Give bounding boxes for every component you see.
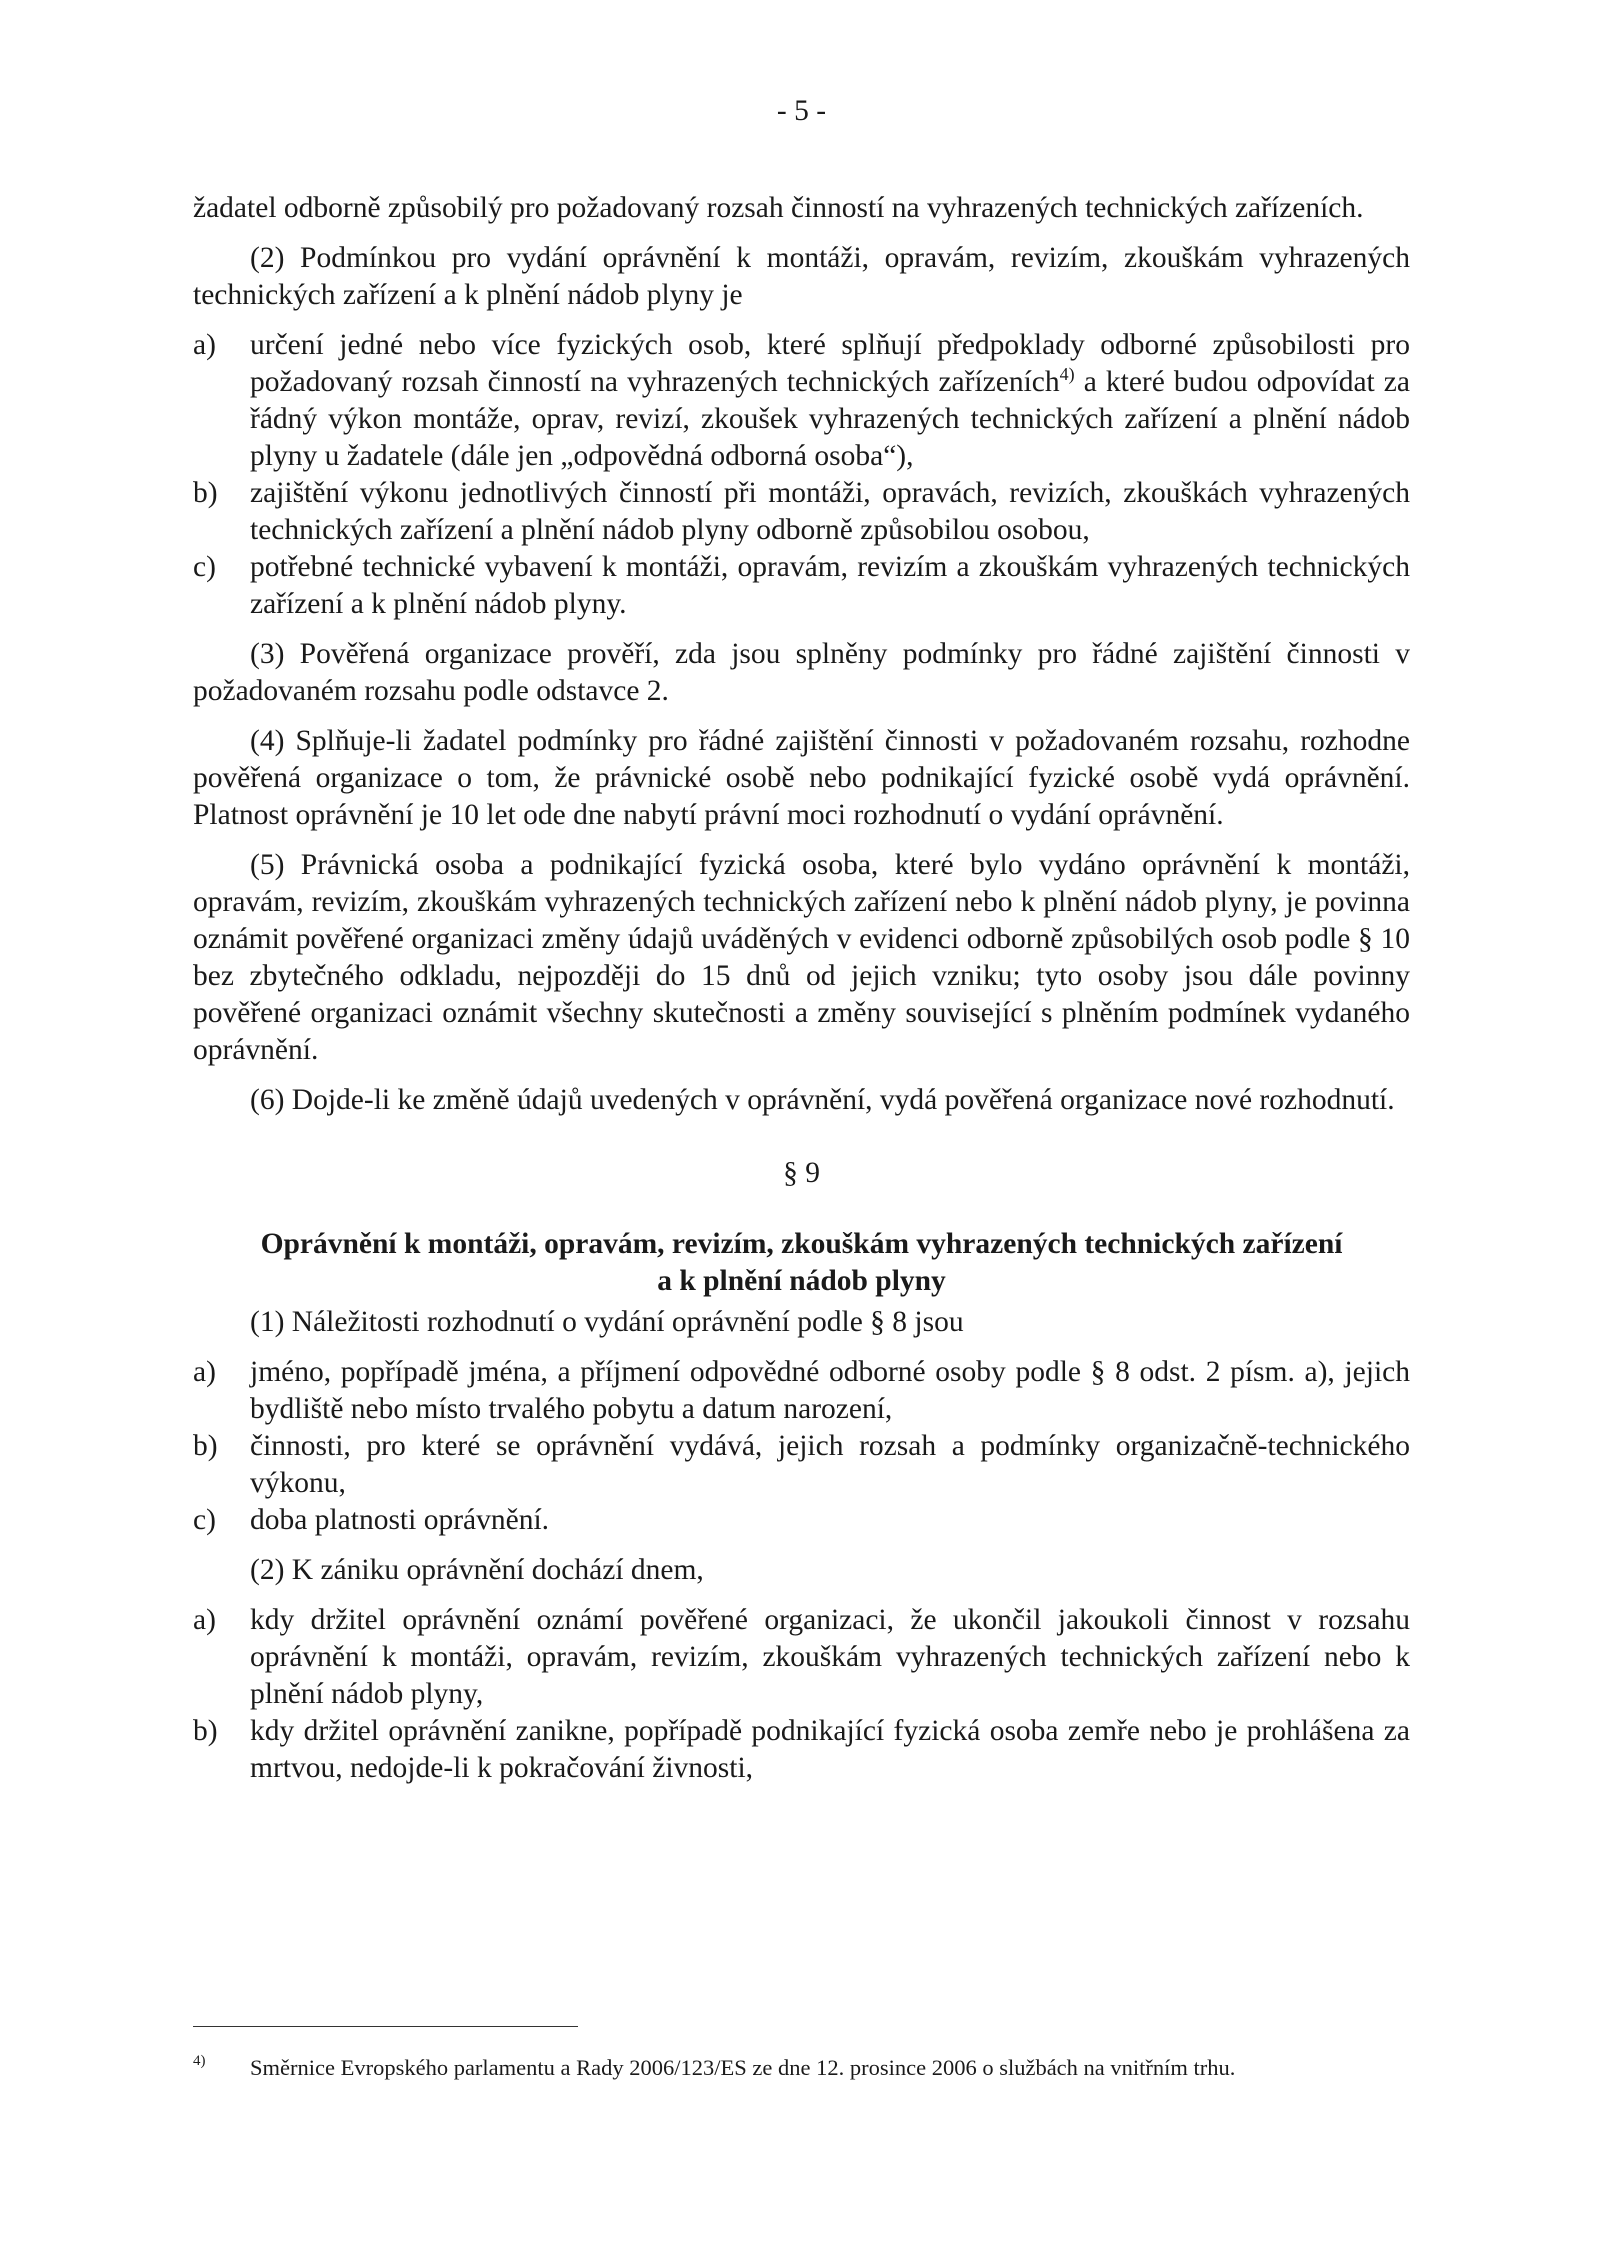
list-item-text — [250, 327, 1410, 475]
list-item-label: b) — [193, 1430, 218, 1462]
list-item — [193, 1354, 1410, 1428]
list-item-text: jméno, popřípadě jména, a příjmení odpovědné odborné osoby podle § 8 odst. 2 písm. a), jejich bydliště nebo místo trvalého pobytu a datum narození, — [250, 1356, 1410, 1425]
list-item-label: c) — [193, 551, 216, 583]
list-item-label: a) — [193, 1604, 216, 1636]
section-title-line: a k plnění nádob plyny — [657, 1265, 946, 1297]
paragraph-8-6: (6) Dojde-li ke změně údajů uvedených v oprávnění, vydá pověřená organizace nové rozhodnutí. — [250, 1084, 1395, 1116]
paragraph-8-4: (4) Splňuje-li žadatel podmínky pro řádné zajištění činnosti v požadovaném rozsahu, rozhodne pověřená organizace o tom, že právnické osobě nebo podnikající fyzické osobě vydá oprávnění. Platnost oprávnění je 10 let ode dne nabytí právní moci rozhodnutí o vydání oprávnění. — [193, 725, 1410, 831]
paragraph-9-1-list — [193, 1354, 1410, 1539]
paragraph-9-2-list — [193, 1602, 1410, 1787]
list-item — [193, 327, 1410, 475]
list-item-text: doba platnosti oprávnění. — [250, 1504, 550, 1536]
list-item — [193, 1713, 1410, 1787]
list-item — [193, 1602, 1410, 1713]
section-number: § 9 — [783, 1157, 820, 1189]
list-item — [193, 1428, 1410, 1502]
list-item-label: a) — [193, 329, 216, 361]
paragraph-9-1-intro: (1) Náležitosti rozhodnutí o vydání oprávnění podle § 8 jsou — [250, 1306, 964, 1338]
list-item-text: potřebné technické vybavení k montáži, opravám, revizím a zkouškám vyhrazených technických zařízení a k plnění nádob plyny. — [250, 551, 1410, 620]
footnote-separator — [193, 2026, 578, 2027]
paragraph-9-2-intro: (2) K zániku oprávnění dochází dnem, — [250, 1554, 704, 1586]
footnote-mark: 4) — [193, 2053, 206, 2069]
list-item-label: b) — [193, 477, 218, 509]
list-item — [193, 1502, 1410, 1539]
paragraph-8-2-intro: (2) Podmínkou pro vydání oprávnění k montáži, opravám, revizím, zkouškám vyhrazených technických zařízení a k plnění nádob plyny je — [193, 242, 1410, 311]
list-item — [193, 549, 1410, 623]
list-item-text: zajištění výkonu jednotlivých činností při montáži, opravách, revizích, zkouškách vyhrazených technických zařízení a plnění nádob plyny odborně způsobilou osobou, — [250, 477, 1410, 546]
paragraph-8-3: (3) Pověřená organizace prověří, zda jsou splněny podmínky pro řádné zajištění činnosti v požadovaném rozsahu podle odstavce 2. — [193, 638, 1410, 707]
continued-paragraph: žadatel odborně způsobilý pro požadovaný rozsah činností na vyhrazených technických zařízeních. — [193, 192, 1364, 224]
list-item-text: kdy držitel oprávnění zanikne, popřípadě podnikající fyzická osoba zemře nebo je prohlášena za mrtvou, nedojde-li k pokračování živnosti, — [250, 1715, 1410, 1784]
list-item — [193, 475, 1410, 549]
footnote-text: Směrnice Evropského parlamentu a Rady 2006/123/ES ze dne 12. prosince 2006 o službách na vnitřním trhu. — [250, 2055, 1236, 2080]
list-item-text-before: určení jedné nebo více fyzických osob, které splňují předpoklady odborné způsobilosti pro požadovaný rozsah činností na vyhrazených technických zařízeních — [250, 329, 1410, 398]
footnote-reference: 4) — [1059, 364, 1075, 385]
list-item-label: b) — [193, 1715, 218, 1747]
section-title — [193, 1226, 1410, 1300]
list-item-label: c) — [193, 1504, 216, 1536]
list-item-text: činnosti, pro které se oprávnění vydává, jejich rozsah a podmínky organizačně-technického výkonu, — [250, 1430, 1410, 1499]
page-number: - 5 - — [776, 95, 827, 127]
section-title-line: Oprávnění k montáži, opravám, revizím, zkouškám vyhrazených technických zařízení — [260, 1228, 1343, 1260]
paragraph-8-5: (5) Právnická osoba a podnikající fyzická osoba, které bylo vydáno oprávnění k montáži, opravám, revizím, zkouškám vyhrazených technických zařízení nebo k plnění nádob plyny, je povinna oznámit pověřené organizaci změny údajů uváděných v evidenci odborně způsobilých osob podle § 10 bez zbytečného odkladu, nejpozději do 15 dnů od jejich vzniku; tyto osoby jsou dále povinny pověřené organizaci oznámit všechny skutečnosti a změny související s plněním podmínek vydaného oprávnění. — [193, 849, 1410, 1066]
list-item-label: a) — [193, 1356, 216, 1388]
footnote — [193, 2054, 1410, 2082]
document-body — [193, 190, 1410, 1787]
paragraph-8-2-list — [193, 327, 1410, 623]
list-item-text: kdy držitel oprávnění oznámí pověřené organizaci, že ukončil jakoukoli činnost v rozsahu oprávnění k montáži, opravám, revizím, zkouškám vyhrazených technických zařízení nebo k plnění nádob plyny, — [250, 1604, 1410, 1710]
list-item-text-after: a které budou odpovídat za řádný výkon montáže, oprav, revizí, zkoušek vyhrazených technických zařízení a plnění nádob plyny u žadatele (dále jen „odpovědná odborná osoba“), — [250, 366, 1410, 472]
